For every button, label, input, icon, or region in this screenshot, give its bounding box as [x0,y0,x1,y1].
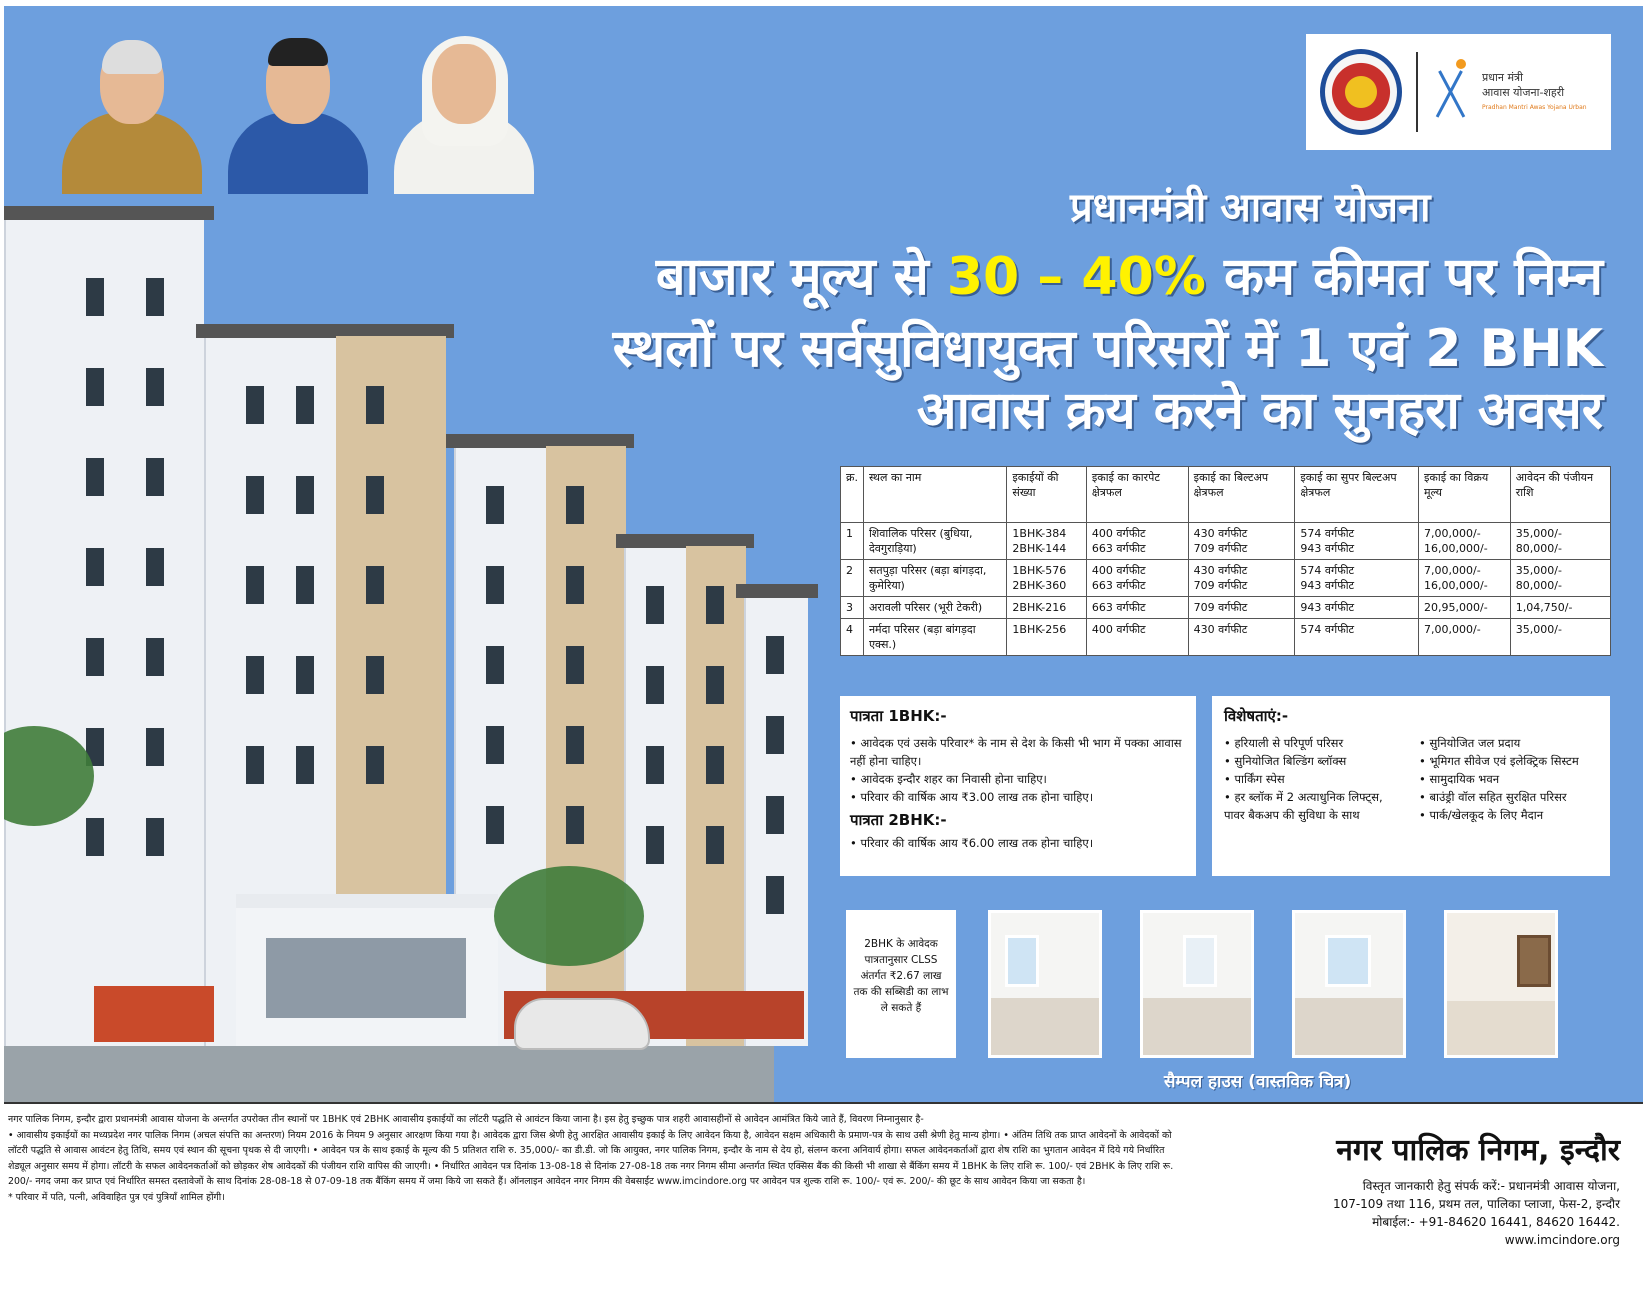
table-cell: सतपुड़ा परिसर (बड़ा बांगड़दा, कुमेरिया) [863,560,1006,597]
table-cell: 430 वर्गफीट 709 वर्गफीट [1188,523,1295,560]
road [4,1046,774,1102]
table-cell: 1BHK-384 2BHK-144 [1007,523,1087,560]
table-cell: 943 वर्गफीट [1295,597,1419,619]
terms-paragraph: नगर पालिक निगम, इन्दौर द्वारा प्रधानमंत्री आवास योजना के अन्तर्गत उपरोक्त तीन स्थानों पर 1BHK एवं 2BHK आवासीय इकाईयों का लॉटरी पद्धति से आवंटन किया जाना है। इस हेतु इच्छुक पात्र शहरी आवासहीनों से आवेदन आमंत्रित किये जाते हैं, विवरण निम्नानुसार है- [8,1114,924,1125]
building [624,546,744,1046]
eligibility-box [840,696,1196,876]
eligibility-2bhk-title: पात्रता 2BHK:- [850,811,947,829]
table-cell: 35,000/- 80,000/- [1510,560,1610,597]
table-cell: 400 वर्गफीट [1086,619,1188,656]
list-item: • सामुदायिक भवन [1419,770,1598,788]
list-item: • बाउंड्री वॉल सहित सुरक्षित परिसर [1419,788,1598,806]
list-item: • हर ब्लॉक में 2 अत्याधुनिक लिफ्ट्स, पावर बैकअप की सुविधा के साथ [1224,788,1403,824]
palm-tree [494,866,644,966]
table-cell: 7,00,000/- 16,00,000/- [1419,560,1511,597]
table-cell: 7,00,000/- 16,00,000/- [1419,523,1511,560]
pmay-logo-text [1482,70,1587,115]
table-header-cell: इकाई का विक्रय मूल्य [1419,467,1511,523]
table-header-cell: इकाई का कारपेट क्षेत्रफल [1086,467,1188,523]
pmay-en: Pradhan Mantri Awas Yojana Urban [1482,103,1587,111]
footer [4,1102,1643,1296]
table-header-cell: क्र. [841,467,864,523]
logo-panel [1306,34,1611,150]
table-cell: नर्मदा परिसर (बड़ा बांगड़दा एक्स.) [863,619,1006,656]
list-item: • आवेदक एवं उसके परिवार* के नाम से देश के किसी भी भाग में पक्का आवास नहीं होना चाहिए। [850,734,1186,770]
table-cell: 430 वर्गफीट 709 वर्गफीट [1188,560,1295,597]
table-cell: 2 [841,560,864,597]
table-cell: 709 वर्गफीट [1188,597,1295,619]
eligibility-1bhk-title: पात्रता 1BHK:- [850,707,947,725]
table-cell: 35,000/- 80,000/- [1510,523,1610,560]
features-title: विशेषताएं:- [1224,707,1289,725]
eligibility-1bhk-list [850,734,1186,806]
table-header-cell: इकाईयों की संख्या [1007,467,1087,523]
pmay-hi-2: आवास योजना-शहरी [1482,85,1565,99]
headline-4: आवास क्रय करने का सुनहरा अवसर [916,381,1603,441]
table-cell: 1BHK-576 2BHK-360 [1007,560,1087,597]
table-header-cell: इकाई का सुपर बिल्टअप क्षेत्रफल [1295,467,1419,523]
headline-2-post: कम कीमत पर निम्न [1224,247,1603,307]
table-cell: 4 [841,619,864,656]
table-cell: 574 वर्गफीट [1295,619,1419,656]
table-cell: 7,00,000/- [1419,619,1511,656]
list-item: • भूमिगत सीवेज एवं इलेक्ट्रिक सिस्टम [1419,752,1598,770]
features-right-list [1419,734,1598,824]
list-item: • आवेदक इन्दौर शहर का निवासी होना चाहिए। [850,770,1186,788]
table-row [841,619,1611,656]
table-cell: शिवालिक परिसर (बुधिया, देवगुराड़िया) [863,523,1006,560]
contact-line-1: विस्तृत जानकारी हेतु संपर्क करें:- प्रधानमंत्री आवास योजना, [1362,1179,1620,1193]
table-header-cell: स्थल का नाम [863,467,1006,523]
pmay-hi-1: प्रधान मंत्री [1482,70,1523,84]
table-header-cell: आवेदन की पंजीयन राशि [1510,467,1610,523]
table-cell: 3 [841,597,864,619]
table-cell: 35,000/- [1510,619,1610,656]
portrait-photo [382,34,542,194]
features-box [1212,696,1610,876]
sample-house-photo [1292,910,1406,1058]
headline-3: स्थलों पर सर्वसुविधायुक्त परिसरों में 1 एवं 2 BHK [612,319,1603,379]
sample-house-caption: सैम्पल हाउस (वास्तविक चित्र) [1164,1072,1352,1092]
portrait-photo [50,34,210,194]
headline-discount: 30 – 40% [946,247,1206,307]
table-cell: 400 वर्गफीट 663 वर्गफीट [1086,523,1188,560]
table-cell: 663 वर्गफीट [1086,597,1188,619]
list-item: • हरियाली से परिपूर्ण परिसर [1224,734,1403,752]
contact-line-2: 107-109 तथा 116, प्रथम तल, पालिका प्लाजा, फेस-2, इन्दौर [1332,1197,1620,1211]
table-cell: अरावली परिसर (भूरी टेकरी) [863,597,1006,619]
list-item: • पार्क/खेलकूद के लिए मैदान [1419,806,1598,824]
contact-line-3: मोबाईल:- +91-84620 16441, 84620 16442. [1372,1215,1620,1229]
subsidy-note: 2BHK के आवेदक पात्रतानुसार CLSS अंतर्गत ₹2.67 लाख तक की सब्सिडी का लाभ ले सकते हैं [846,910,956,1058]
org-name: नगर पालिक निगम, इन्दौर [1336,1133,1620,1168]
list-item: • सुनियोजित जल प्रदाय [1419,734,1598,752]
table-cell: 1,04,750/- [1510,597,1610,619]
municipal-seal-logo [1320,49,1402,135]
logo-divider [1416,52,1418,132]
advertisement [4,6,1643,1296]
building [744,596,808,1046]
shopfront [94,986,214,1042]
sample-house-photo [988,910,1102,1058]
table-row [841,597,1611,619]
table-cell: 400 वर्गफीट 663 वर्गफीट [1086,560,1188,597]
table-row [841,523,1611,560]
terms-paragraph: • आवासीय इकाईयों का मध्यप्रदेश नगर पालिक निगम (अचल संपत्ति का अन्तरण) नियम 2016 के नियम 9 अनुसार आरक्षण किया गया है। आवेदक द्वारा जिस श्रेणी हेतु आरक्षित आवासीय इकाई के लिए आवेदन किया है, आवेदन सक्षम अधिकारी के प्रमाण-पत्र के साथ उसी श्रेणी हेतु मान्य होगा। • अंतिम तिथि तक प्राप्त आवेदनों के आवेदकों को लॉटरी पद्धति से आवास आवंटन हेतु तिथि, समय एवं स्थान की सूचना पृथक से दी जाएगी। • आवेदन पत्र के साथ इकाई के मूल्य की 5 प्रतिशत राशि रु. 35,000/- का डी.डी. जो कि आयुक्त, नगर पालिक निगम, इन्दौर के नाम से देय हो, संलग्न करना अनिवार्य होगा। सफल आवेदनकर्ताओं द्वारा शेष राशि का भुगतान आवेदन में दिये गये निर्धारित शेड्यूल अनुसार समय में होगा। लॉटरी के सफल आवेदनकर्ताओं को छोड़कर शेष आवेदकों की पंजीयन राशि वापिस की जाएगी। • निर्धारित आवेदन पत्र दिनांक 13-08-18 से दिनांक 27-08-18 तक नगर निगम सीमा अन्तर्गत स्थित एक्सिस बैंक की किसी भी शाखा से बैंकिंग समय में 1BHK के लिए राशि रू. 100/- एवं 2BHK के लिए राशि रू. 200/- नगद जमा कर प्राप्त एवं निर्धारित समस्त दस्तावेजों के साथ दिनांक 28-08-18 से 07-09-18 तक बैंकिंग समय में जमा किये जा सकते हैं। ऑनलाइन आवेदन नगर निगम की वेबसाईट www.imcindore.org पर आवेदन पत्र शुल्क राशि रू. 100/- एवं रू. 200/- की छूट के साथ आवेदन किया जा सकता है। [8,1129,1174,1187]
headline-2-pre: बाजार मूल्य से [655,247,929,307]
table-header-cell: इकाई का बिल्टअप क्षेत्रफल [1188,467,1295,523]
hero-panel [4,6,1643,1102]
eligibility-2bhk-list [850,834,1186,852]
features-left-list [1224,734,1403,824]
table-row [841,560,1611,597]
table-body [841,523,1611,656]
contact-block [1220,1128,1620,1249]
table-cell: 1BHK-256 [1007,619,1087,656]
building [4,218,204,1048]
list-item: • परिवार की वार्षिक आय ₹6.00 लाख तक होना चाहिए। [850,834,1186,852]
table-cell: 1 [841,523,864,560]
table-header-row [841,467,1611,523]
terms-paragraph: * परिवार में पति, पत्नी, अविवाहित पुत्र एवं पुत्रियाँ शामिल होंगी। [8,1191,225,1203]
table-cell: 2BHK-216 [1007,597,1087,619]
car [514,998,650,1050]
list-item: • पार्किंग स्पेस [1224,770,1403,788]
list-item: • सुनियोजित बिल्डिंग ब्लॉक्स [1224,752,1403,770]
headline-2 [656,242,1603,312]
sample-house-photo [1444,910,1558,1058]
sample-house-photo [1140,910,1254,1058]
website-link[interactable]: www.imcindore.org [1504,1233,1620,1247]
list-item: • परिवार की वार्षिक आय ₹3.00 लाख तक होना चाहिए। [850,788,1186,806]
terms-text [8,1112,1188,1205]
pmay-logo-icon [1432,57,1482,127]
table-cell: 20,95,000/- [1419,597,1511,619]
leader-portraits [50,34,560,194]
headline-1: प्रधानमंत्री आवास योजना [1070,185,1431,231]
table-cell: 574 वर्गफीट 943 वर्गफीट [1295,523,1419,560]
table-cell: 430 वर्गफीट [1188,619,1295,656]
housing-table [840,466,1611,656]
portrait-photo [216,34,376,194]
table-cell: 574 वर्गफीट 943 वर्गफीट [1295,560,1419,597]
